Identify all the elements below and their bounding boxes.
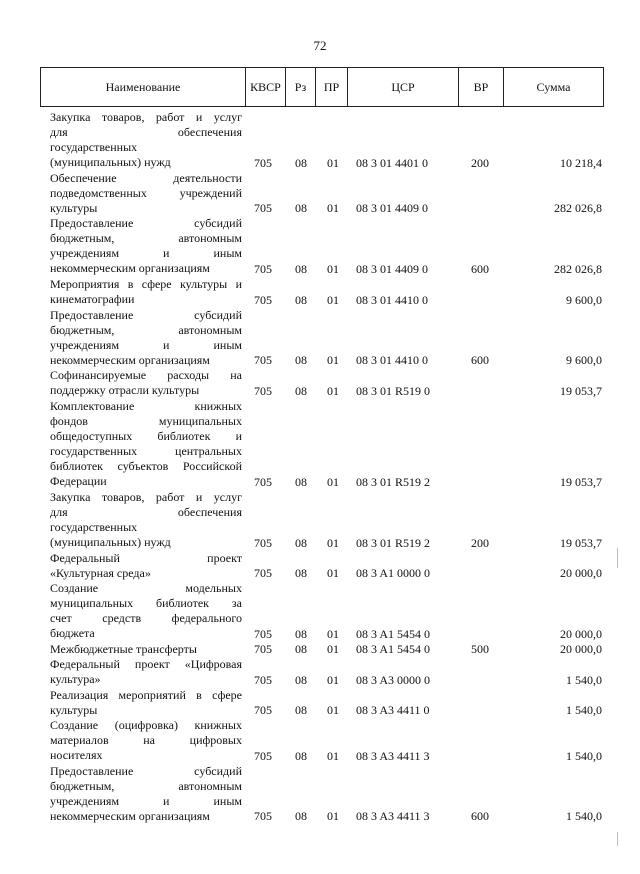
row-rz: 08: [295, 474, 307, 489]
table-row: [0, 718, 640, 764]
row-kvsr: 705: [254, 262, 272, 277]
row-name: [50, 171, 242, 216]
row-name-line: Реализация мероприятий в сфере: [50, 687, 242, 702]
row-csr: 08 3 A3 0000 0: [356, 672, 431, 687]
row-name-line: некоммерческим организациям: [50, 808, 210, 823]
table-row: [0, 277, 640, 307]
table-row: [0, 764, 640, 825]
table-row: [0, 688, 640, 718]
row-csr: 08 3 A1 0000 0: [356, 566, 431, 581]
row-kvsr: 705: [254, 535, 272, 550]
row-name: [50, 490, 242, 550]
row-vr: 600: [471, 353, 489, 368]
header-sum: Сумма: [503, 68, 604, 106]
row-name-line: бюджетным, автономным: [50, 778, 242, 793]
row-name-line: муниципальных библиотек за: [50, 596, 242, 611]
table-row: [0, 657, 640, 687]
row-name-line: (муниципальных) нужд: [50, 535, 171, 549]
row-name-line: государственных центральных: [50, 443, 242, 458]
row-kvsr: 705: [254, 383, 272, 398]
row-kvsr: 705: [254, 748, 272, 763]
row-name: [50, 368, 242, 398]
row-rz: 08: [295, 535, 307, 550]
row-csr: 08 3 01 R519 2: [356, 535, 431, 550]
row-pr: 01: [327, 262, 339, 277]
row-name-line: Создание (оцифровка) книжных: [50, 718, 242, 732]
row-name: [50, 581, 242, 641]
row-kvsr: 705: [254, 626, 272, 641]
header-rz: Рз: [285, 68, 315, 106]
row-name-line: Закупка товаров, работ и услуг: [50, 490, 242, 504]
row-pr: 01: [327, 155, 339, 170]
row-rz: 08: [295, 292, 307, 307]
row-name-line: культура»: [50, 672, 101, 687]
table-row: [0, 490, 640, 551]
row-pr: 01: [327, 702, 339, 717]
row-rz: 08: [295, 672, 307, 687]
row-name-line: Предоставление субсидий: [50, 216, 242, 231]
row-name-line: Предоставление субсидий: [50, 763, 242, 778]
row-sum: 19 053,7: [560, 383, 602, 398]
table-row: [0, 642, 640, 657]
row-name: [50, 110, 242, 170]
row-csr: 08 3 01 4409 0: [356, 201, 428, 216]
row-sum: 1 540,0: [566, 748, 602, 763]
row-name-line: учреждениям и иным: [50, 246, 242, 261]
row-name-line: поддержку отрасли культуры: [50, 383, 200, 398]
row-kvsr: 705: [254, 672, 272, 687]
row-rz: 08: [295, 201, 307, 216]
row-sum: 9 600,0: [566, 353, 602, 368]
row-name-line: Обеспечение деятельности: [50, 170, 242, 185]
header-pr: ПР: [315, 68, 347, 106]
header-csr: ЦСР: [347, 68, 458, 106]
table-row: [0, 308, 640, 369]
row-csr: 08 3 01 R519 0: [356, 383, 431, 398]
row-rz: 08: [295, 809, 307, 824]
row-kvsr: 705: [254, 201, 272, 216]
row-kvsr: 705: [254, 474, 272, 489]
header-name: Наименование: [40, 68, 245, 106]
row-sum: 20 000,0: [560, 642, 602, 657]
row-name: [50, 216, 242, 276]
row-rz: 08: [295, 353, 307, 368]
row-name-line: общедоступных библиотек и: [50, 428, 242, 443]
header-kvsr: КВСР: [245, 68, 285, 106]
table-row: [0, 551, 640, 581]
row-pr: 01: [327, 201, 339, 216]
row-name-line: «Культурная среда»: [50, 565, 151, 580]
row-csr: 08 3 A1 5454 0: [356, 626, 431, 641]
row-pr: 01: [327, 672, 339, 687]
row-pr: 01: [327, 566, 339, 581]
row-kvsr: 705: [254, 809, 272, 824]
row-sum: 20 000,0: [560, 566, 602, 581]
row-vr: 500: [471, 642, 489, 657]
row-pr: 01: [327, 809, 339, 824]
row-name-line: некоммерческим организациям: [50, 352, 210, 367]
row-csr: 08 3 A3 4411 3: [356, 748, 430, 763]
row-kvsr: 705: [254, 155, 272, 170]
row-csr: 08 3 A1 5454 0: [356, 642, 431, 657]
row-rz: 08: [295, 383, 307, 398]
row-sum: 19 053,7: [560, 535, 602, 550]
row-kvsr: 705: [254, 353, 272, 368]
row-rz: 08: [295, 748, 307, 763]
row-name-line: государственных: [50, 140, 138, 154]
row-name-line: библиотек субъектов Российской: [50, 458, 242, 473]
row-vr: 600: [471, 262, 489, 277]
row-kvsr: 705: [254, 292, 272, 307]
row-name: [50, 399, 242, 489]
row-kvsr: 705: [254, 642, 272, 657]
row-name-line: Федеральный проект «Цифровая: [50, 657, 242, 672]
table-row: [0, 216, 640, 277]
row-csr: 08 3 01 R519 2: [356, 474, 431, 489]
row-pr: 01: [327, 626, 339, 641]
row-name: [50, 688, 242, 718]
row-rz: 08: [295, 702, 307, 717]
row-csr: 08 3 A3 4411 0: [356, 702, 430, 717]
row-name-line: подведомственных учреждений: [50, 185, 242, 200]
row-name-line: носителях: [50, 748, 103, 762]
row-name-line: Федеральный проект: [50, 550, 242, 565]
row-name-line: учреждениям и иным: [50, 793, 242, 808]
row-name-line: для обеспечения: [50, 505, 242, 519]
row-pr: 01: [327, 748, 339, 763]
row-pr: 01: [327, 642, 339, 657]
row-name: [50, 657, 242, 687]
row-name-line: Мероприятия в сфере культуры и: [50, 277, 242, 292]
row-rz: 08: [295, 155, 307, 170]
row-name-line: (муниципальных) нужд: [50, 155, 171, 169]
row-name-line: культуры: [50, 200, 98, 215]
table-row: [0, 399, 640, 490]
row-sum: 1 540,0: [566, 809, 602, 824]
row-vr: 200: [471, 535, 489, 550]
row-kvsr: 705: [254, 702, 272, 717]
row-sum: 19 053,7: [560, 474, 602, 489]
row-csr: 08 3 01 4410 0: [356, 353, 428, 368]
row-pr: 01: [327, 353, 339, 368]
row-rz: 08: [295, 566, 307, 581]
row-name-line: фондов муниципальных: [50, 413, 242, 428]
row-name: [50, 642, 242, 657]
row-pr: 01: [327, 292, 339, 307]
row-sum: 10 218,4: [560, 155, 602, 170]
row-name: [50, 308, 242, 368]
header-vr: ВР: [458, 68, 503, 106]
row-name-line: Закупка товаров, работ и услуг: [50, 110, 242, 124]
row-name-line: учреждениям и иным: [50, 337, 242, 352]
row-name-line: Межбюджетные трансферты: [50, 642, 197, 656]
row-name: [50, 551, 242, 581]
row-name-line: счет средств федерального: [50, 611, 242, 626]
row-pr: 01: [327, 474, 339, 489]
row-sum: 1 540,0: [566, 672, 602, 687]
row-vr: 200: [471, 155, 489, 170]
row-name-line: государственных: [50, 520, 138, 534]
row-name-line: культуры: [50, 702, 98, 717]
row-name-line: некоммерческим организациям: [50, 261, 210, 276]
row-name-line: бюджетным, автономным: [50, 231, 242, 246]
row-csr: 08 3 01 4410 0: [356, 292, 428, 307]
row-name-line: кинематографии: [50, 292, 135, 307]
row-name-line: для обеспечения: [50, 125, 242, 139]
row-sum: 282 026,8: [554, 201, 602, 216]
row-name-line: Софинансируемые расходы на: [50, 368, 242, 383]
row-csr: 08 3 01 4401 0: [356, 155, 428, 170]
page-number: 72: [313, 38, 327, 53]
row-sum: 9 600,0: [566, 292, 602, 307]
row-name-line: материалов на цифровых: [50, 733, 242, 747]
row-name-line: Комплектование книжных: [50, 398, 242, 413]
table-row: [0, 110, 640, 171]
row-name: [50, 718, 242, 763]
row-rz: 08: [295, 626, 307, 641]
row-kvsr: 705: [254, 566, 272, 581]
row-name: [50, 277, 242, 307]
row-rz: 08: [295, 642, 307, 657]
row-name: [50, 764, 242, 824]
row-name-line: Создание модельных: [50, 581, 242, 596]
row-sum: 282 026,8: [554, 262, 602, 277]
table-row: [0, 581, 640, 642]
row-name-line: Федерации: [50, 473, 107, 488]
row-pr: 01: [327, 535, 339, 550]
table-row: [0, 368, 640, 398]
row-name-line: Предоставление субсидий: [50, 307, 242, 322]
row-sum: 20 000,0: [560, 626, 602, 641]
table-row: [0, 171, 640, 217]
row-name-line: бюджета: [50, 626, 95, 641]
row-vr: 600: [471, 809, 489, 824]
row-name-line: бюджетным, автономным: [50, 322, 242, 337]
row-csr: 08 3 01 4409 0: [356, 262, 428, 277]
row-sum: 1 540,0: [566, 702, 602, 717]
row-csr: 08 3 A3 4411 3: [356, 809, 430, 824]
row-pr: 01: [327, 383, 339, 398]
row-rz: 08: [295, 262, 307, 277]
